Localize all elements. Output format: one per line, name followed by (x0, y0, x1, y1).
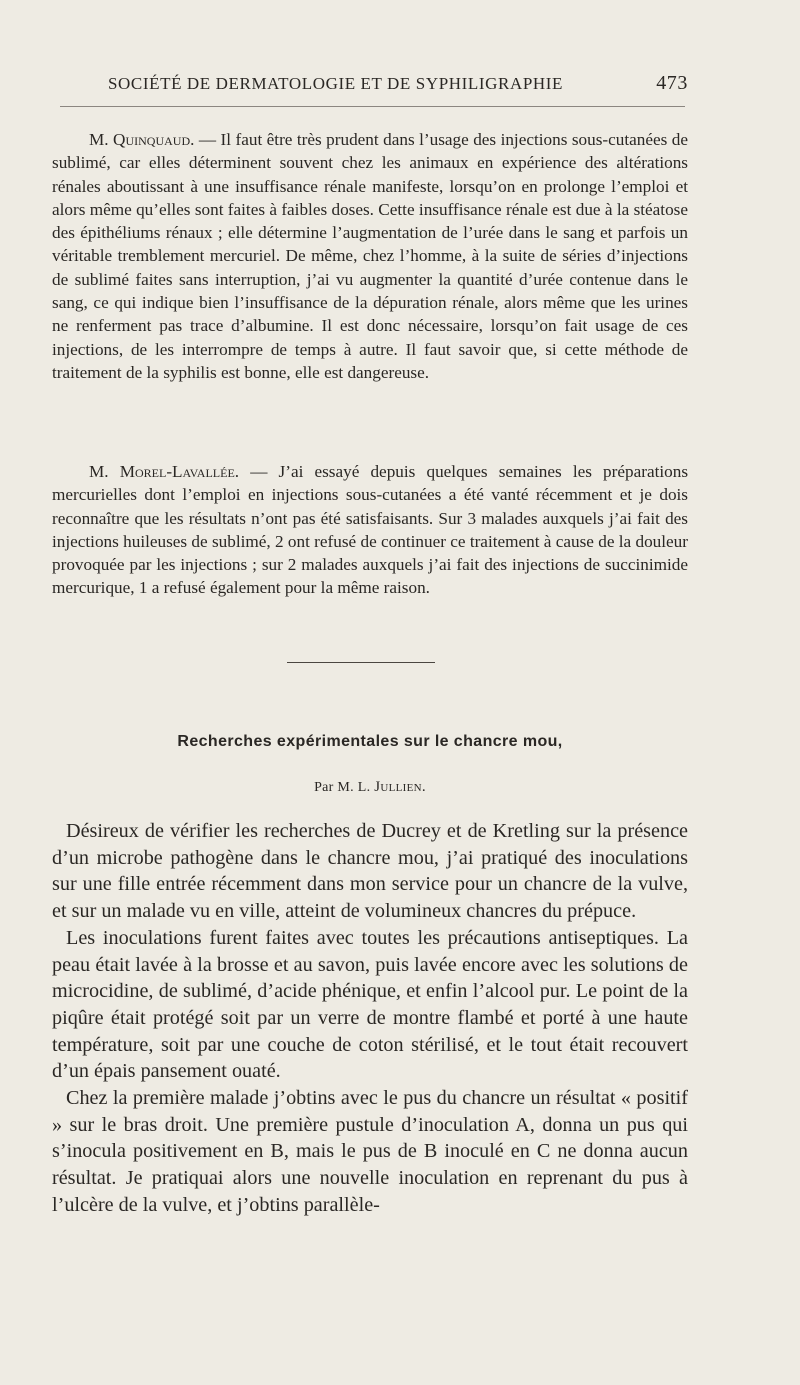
running-title: SOCIÉTÉ DE DERMATOLOGIE ET DE SYPHILIGRAPHIE (108, 74, 564, 93)
article-body (52, 818, 688, 1219)
article-title: Recherches expérimentales sur le chancre mou, (177, 733, 563, 750)
article-paragraph: Désireux de vérifier les recherches de Ducrey et de Kretling sur la présence d’un microbe pathogène dans le chancre mou, j’ai pratiqué des inoculations sur une fille entrée récemment dans mon service pour un chancre de la vulve, et sur un malade vu en ville, atteint de volumineux chancres du prépuce. (52, 820, 688, 923)
article-paragraph: Chez la première malade j’obtins avec le pus du chancre un résultat « positif » sur le bras droit. Une première pustule d’inoculation A, donna un pus qui s’inocula positivement en B, mais le pus de B inoculé en C ne donna aucun résultat. Je pratiquai alors une nouvelle inoculation en reprenant du pus à l’ulcère de la vulve, et j’obtins parallèle- (52, 1087, 688, 1216)
discussion-morel-lavallee (52, 460, 688, 600)
byline (52, 779, 688, 796)
section-divider (287, 662, 435, 663)
article-paragraph: Les inoculations furent faites avec toutes les précautions antiseptiques. La peau était lavée à la brosse et au savon, puis lavée encore avec les solutions de microcidine, de sublimé, d’acide phénique, et enfin l’alcool pur. Le point de la piqûre était protégé soit par un verre de montre flambé et porté à une haute température, soit par une couche de coton stérilisé, et le tout était recouvert d’un épais pansement ouaté. (52, 926, 688, 1083)
running-head (108, 74, 688, 104)
paragraph (52, 128, 688, 384)
paragraph (52, 460, 688, 600)
header-rule (60, 106, 685, 107)
discussion-quinquaud (52, 128, 688, 384)
paragraph-text: — Il faut être très prudent dans l’usage des injections sous-cutanées de sublimé, car elles déterminent souvent chez les animaux en expérience des altérations rénales aboutissant à une insuffisance rénale manifeste, lorsqu’on en prolonge l’emploi et alors même qu’elles sont faites à faibles doses. Cette insuffisance rénale est due à la stéatose des épithéliums rénaux ; elle détermine l’augmentation de l’urée dans le sang et parfois un véritable tremblement mercuriel. De même, chez l’homme, à la suite de séries d’injections de sublimé faites sans interruption, j’ai vu augmenter la quantité d’urée contenue dans le sang, ce qui indique bien l’insuffisance de la dépuration rénale, alors même que les urines ne renferment pas trace d’albumine. Il est donc nécessaire, lorsqu’on fait usage de ces injections, de les interrompre de temps à autre. Il faut savoir que, si cette méthode de traitement de la syphilis est bonne, elle est dangereuse. (52, 130, 688, 382)
byline-prefix: Par M. L. (314, 780, 375, 795)
byline-author: Jullien. (374, 779, 426, 795)
paragraph-text: — J’ai essayé depuis quelques semaines les préparations mercurielles dont l’emploi en injections sous-cutanées a été vanté récemment et je dois reconnaître que les résultats n’ont pas été satisfaisants. Sur 3 malades auxquels j’ai fait des injections huileuses de sublimé, 2 ont refusé de continuer ce traitement à cause de la douleur provoquée par les injections ; sur 2 malades auxquels j’ai fait des injections de succinimide mercurique, 1 a refusé également pour la même raison. (52, 462, 689, 598)
page-number: 473 (656, 72, 688, 94)
speaker-name: M. Quinquaud. (89, 130, 195, 149)
speaker-name: M. Morel-Lavallée. (89, 462, 240, 481)
